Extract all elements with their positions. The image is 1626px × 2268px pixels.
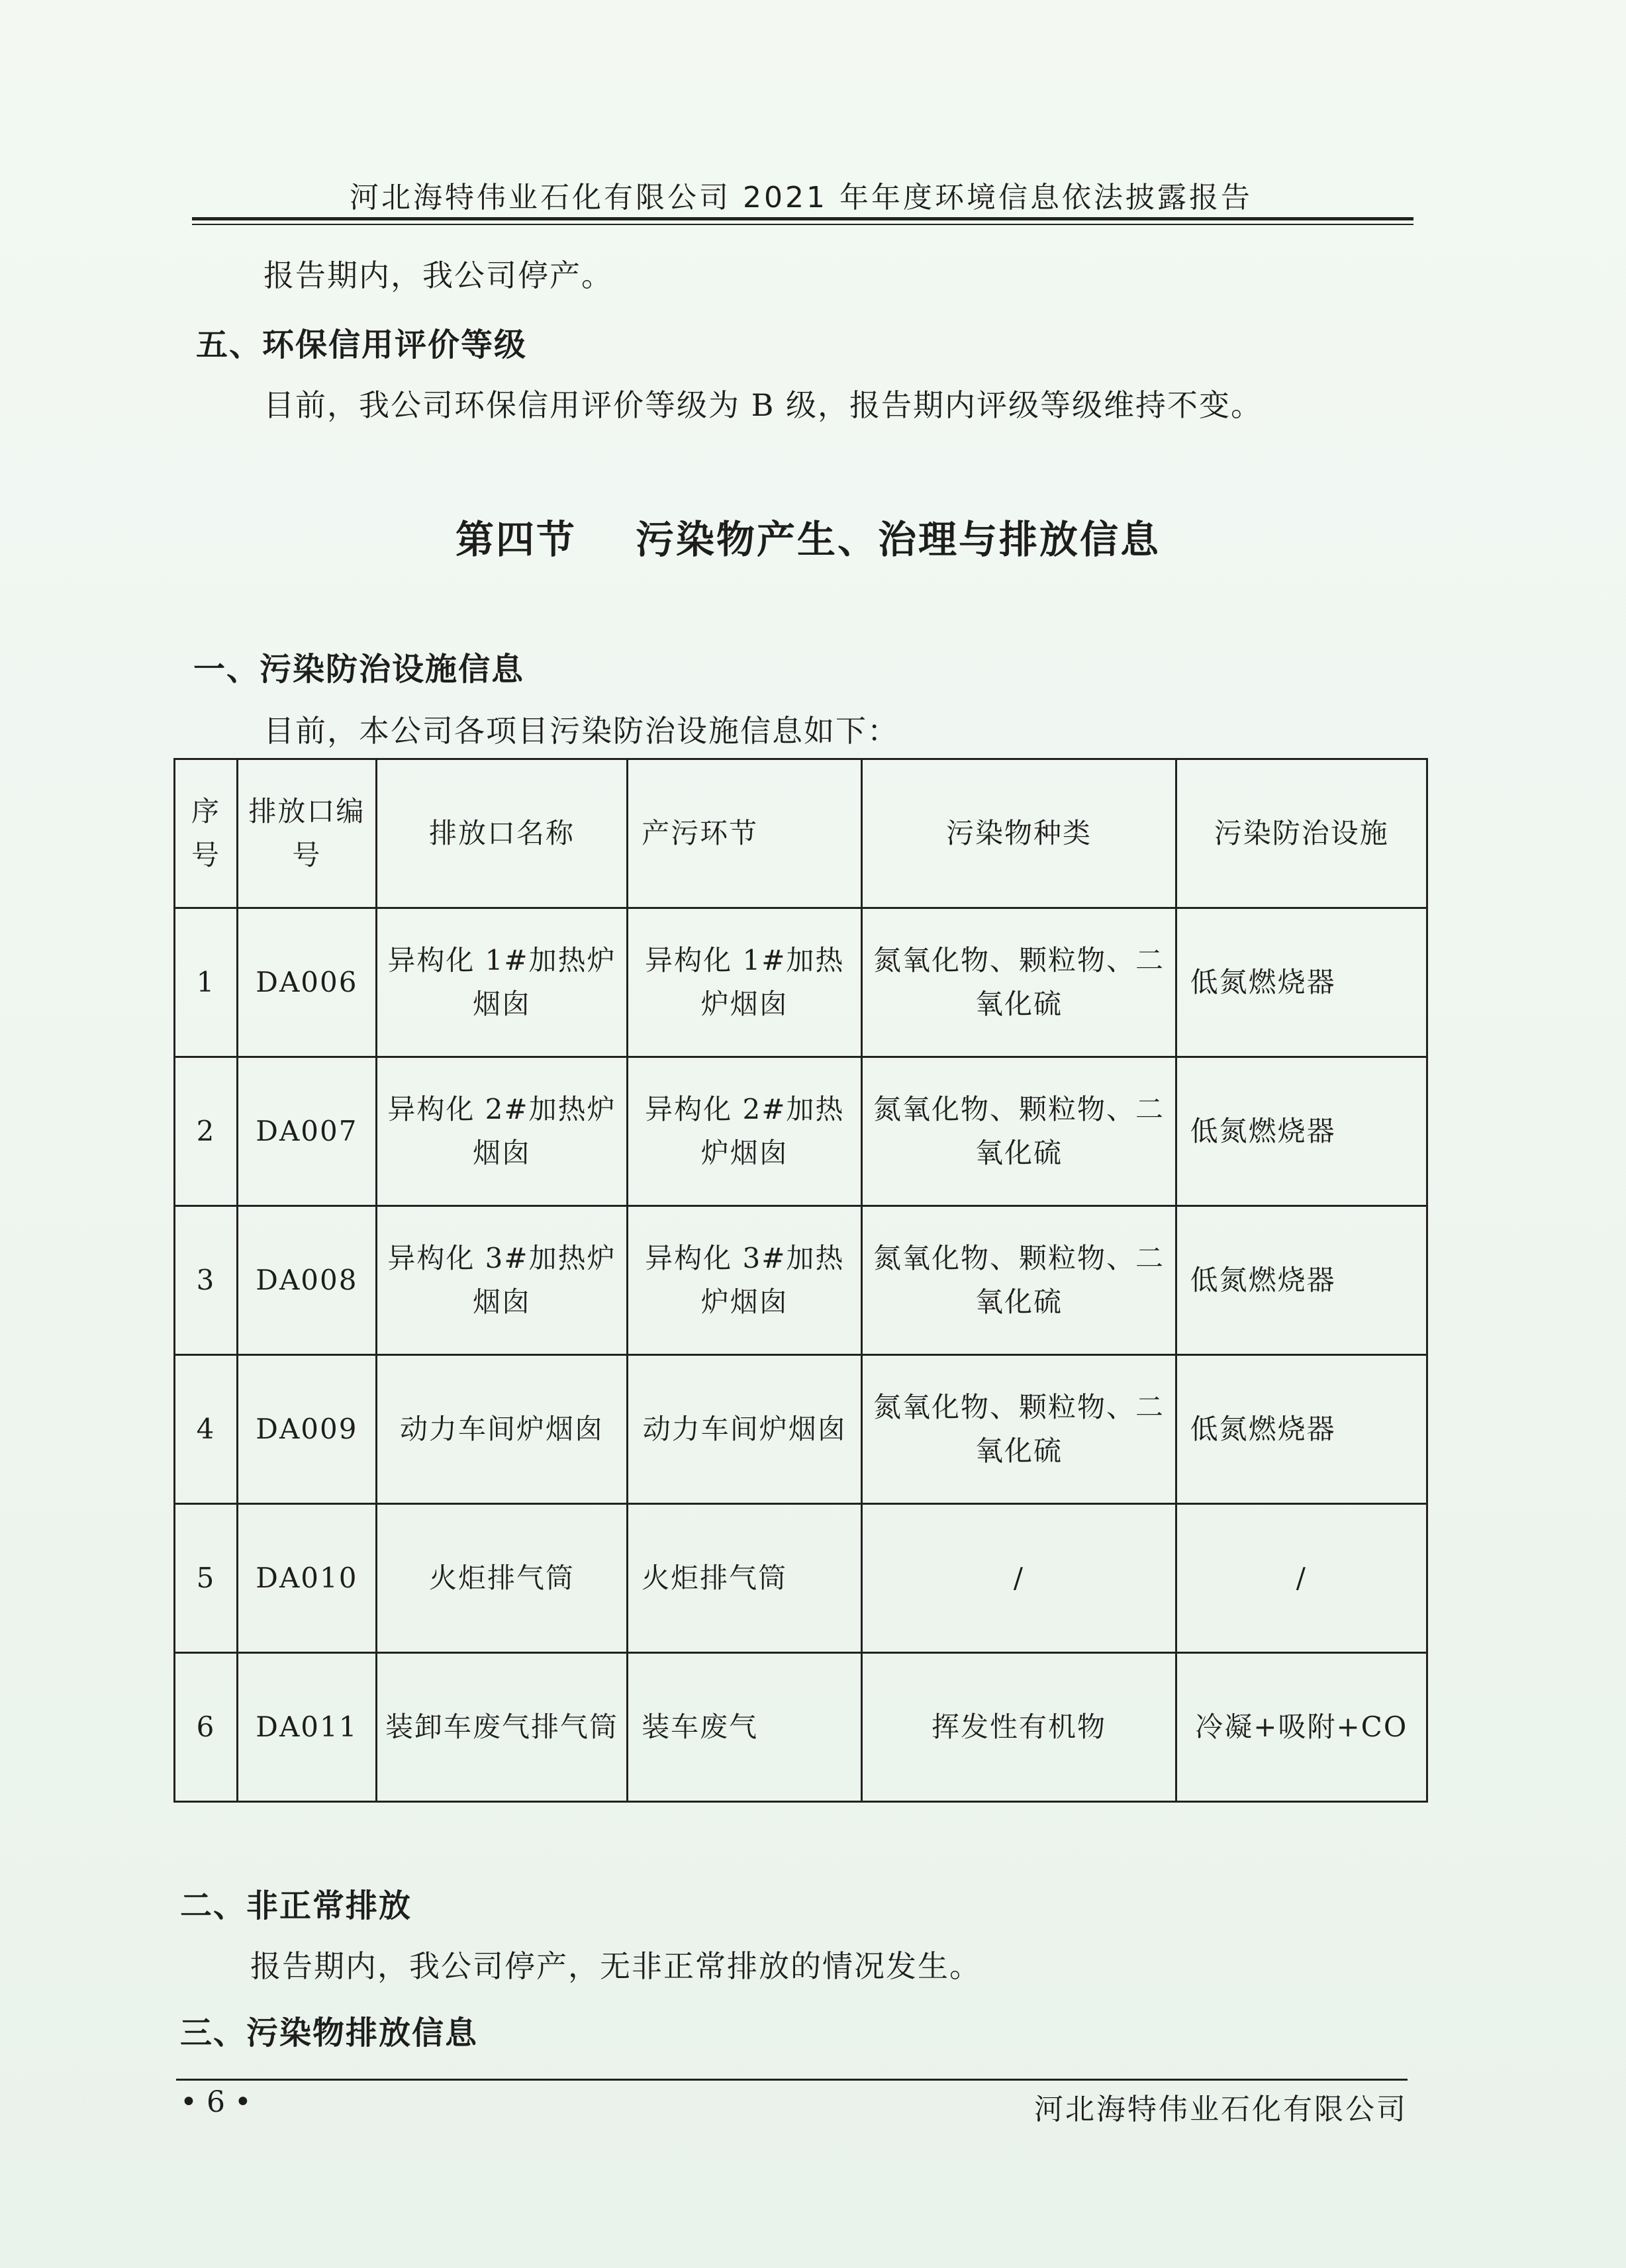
table-row — [175, 908, 1427, 1057]
table-header-row — [175, 759, 1427, 908]
header-rule-thin — [192, 224, 1413, 225]
table-cell: DA008 — [237, 1206, 376, 1355]
table-cell: 2 — [175, 1057, 238, 1206]
section-five-heading: 五、环保信用评价等级 — [196, 326, 528, 363]
page-number: • 6 • — [180, 2085, 252, 2119]
table-row — [175, 1504, 1427, 1653]
table-cell: DA009 — [237, 1355, 376, 1504]
table-row — [175, 1206, 1427, 1355]
table-cell: 异构化 2#加热炉烟囱 — [376, 1057, 627, 1206]
part-one-heading: 一、污染防治设施信息 — [193, 651, 525, 688]
table-cell: 异构化 3#加热炉烟囱 — [628, 1206, 862, 1355]
table-cell: 动力车间炉烟囱 — [628, 1355, 862, 1504]
table-cell: / — [862, 1504, 1176, 1653]
table-cell: 1 — [175, 908, 238, 1057]
table-cell: 异构化 1#加热炉烟囱 — [628, 908, 862, 1057]
part-two-text: 报告期内，我公司停产，无非正常排放的情况发生。 — [250, 1948, 981, 1984]
table-cell: 动力车间炉烟囱 — [376, 1355, 627, 1504]
table-row — [175, 1653, 1427, 1802]
table-cell: 异构化 3#加热炉烟囱 — [376, 1206, 627, 1355]
table-cell: 低氮燃烧器 — [1176, 908, 1427, 1057]
table-cell: 异构化 2#加热炉烟囱 — [628, 1057, 862, 1206]
section-five-text: 目前，我公司环保信用评价等级为 B 级，报告期内评级等级维持不变。 — [263, 387, 1263, 423]
table-row — [175, 1057, 1427, 1206]
table-cell: 氮氧化物、颗粒物、二氧化硫 — [862, 1355, 1176, 1504]
part-three-heading: 三、污染物排放信息 — [180, 2014, 479, 2052]
table-cell: 冷凝+吸附+CO — [1176, 1653, 1427, 1802]
page-header-title: 河北海特伟业石化有限公司 2021 年年度环境信息依法披露报告 — [350, 181, 1253, 214]
table-cell: 4 — [175, 1355, 238, 1504]
header-rule-thick — [192, 217, 1413, 220]
table-cell: DA010 — [237, 1504, 376, 1653]
table-cell: DA007 — [237, 1057, 376, 1206]
table-cell: 氮氧化物、颗粒物、二氧化硫 — [862, 908, 1176, 1057]
table-cell: 火炬排气筒 — [376, 1504, 627, 1653]
table-cell: 6 — [175, 1653, 238, 1802]
table-cell: 挥发性有机物 — [862, 1653, 1176, 1802]
col-header-index: 序号 — [175, 759, 238, 908]
footer-company: 河北海特伟业石化有限公司 — [1034, 2093, 1408, 2126]
col-header-source: 产污环节 — [628, 759, 862, 908]
section-title-number: 第四节 — [455, 517, 577, 562]
table-cell: 5 — [175, 1504, 238, 1653]
table-cell: 3 — [175, 1206, 238, 1355]
footer-rule — [176, 2079, 1408, 2081]
table-row — [175, 1355, 1427, 1504]
table-cell: 低氮燃烧器 — [1176, 1206, 1427, 1355]
table-cell: 氮氧化物、颗粒物、二氧化硫 — [862, 1206, 1176, 1355]
intro-line: 报告期内，我公司停产。 — [263, 258, 613, 293]
table-cell: 火炬排气筒 — [628, 1504, 862, 1653]
table-cell: 装车废气 — [628, 1653, 862, 1802]
table-cell: 低氮燃烧器 — [1176, 1057, 1427, 1206]
table-cell: 异构化 1#加热炉烟囱 — [376, 908, 627, 1057]
col-header-pollutant-type: 污染物种类 — [862, 759, 1176, 908]
part-one-text: 目前，本公司各项目污染防治设施信息如下： — [263, 713, 899, 749]
col-header-control-facility: 污染防治设施 — [1176, 759, 1427, 908]
part-two-heading: 二、非正常排放 — [180, 1887, 412, 1924]
col-header-outlet-name: 排放口名称 — [376, 759, 627, 908]
pollution-facilities-table — [173, 758, 1428, 1803]
table-cell: 氮氧化物、颗粒物、二氧化硫 — [862, 1057, 1176, 1206]
table-cell: DA006 — [237, 908, 376, 1057]
table-cell: / — [1176, 1504, 1427, 1653]
table-cell: DA011 — [237, 1653, 376, 1802]
table-cell: 装卸车废气排气筒 — [376, 1653, 627, 1802]
section-title-name: 污染物产生、治理与排放信息 — [636, 517, 1161, 562]
col-header-outlet-code: 排放口编号 — [237, 759, 376, 908]
table-cell: 低氮燃烧器 — [1176, 1355, 1427, 1504]
